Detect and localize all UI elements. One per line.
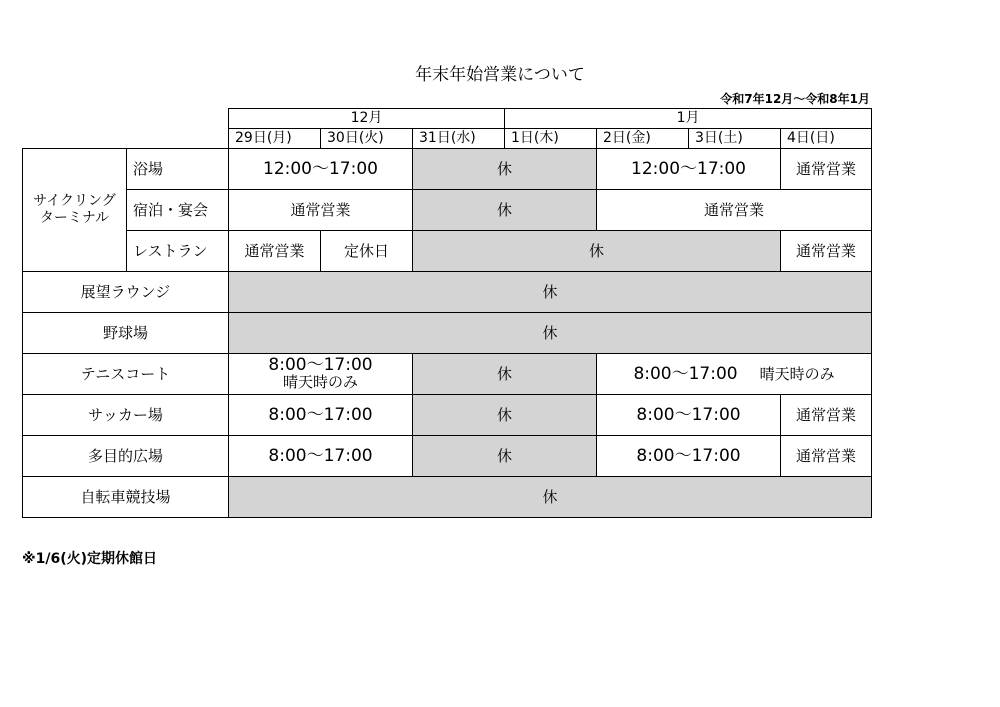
closing-day-note: ※1/6(火)定期休館日 [22, 551, 158, 567]
closed-cell: 休 [413, 354, 597, 395]
closed-cell: 休 [413, 190, 597, 231]
hours-cell [229, 354, 413, 395]
day-header: 4日(日) [781, 129, 872, 149]
facility-name: レストラン [127, 231, 229, 272]
closed-cell: 休 [413, 395, 597, 436]
facility-name: 展望ラウンジ [23, 272, 229, 313]
normal-cell: 通常営業 [229, 231, 321, 272]
day-header: 2日(金) [597, 129, 689, 149]
closed-cell: 休 [229, 272, 872, 313]
hours-text: 8:00～17:00 [633, 363, 738, 384]
day-header: 1日(木) [505, 129, 597, 149]
table-row-soccer [23, 395, 872, 436]
normal-cell: 通常営業 [781, 436, 872, 477]
table-row-velodrome [23, 477, 872, 518]
hours-cell: 8:00～17:00 [597, 436, 781, 477]
hours-cell: 8:00～17:00 [229, 395, 413, 436]
table-row-restaurant [23, 231, 872, 272]
fair-weather-note: 晴天時のみ [759, 364, 835, 383]
facility-name: サッカー場 [23, 395, 229, 436]
month-header-row [23, 109, 872, 129]
hours-cell: 8:00～17:00 [597, 395, 781, 436]
facility-name: 宿泊・宴会 [127, 190, 229, 231]
period-label: 令和7年12月～令和8年1月 [720, 92, 870, 106]
hours-cell [597, 354, 872, 395]
normal-cell: 通常営業 [781, 395, 872, 436]
normal-cell: 通常営業 [229, 190, 413, 231]
normal-cell: 通常営業 [597, 190, 872, 231]
table-row-bath [23, 149, 872, 190]
closed-cell: 休 [229, 313, 872, 354]
day-header-row [23, 129, 872, 149]
closed-cell: 休 [413, 436, 597, 477]
table-row-lounge [23, 272, 872, 313]
normal-cell: 通常営業 [781, 149, 872, 190]
table-row-baseball [23, 313, 872, 354]
facility-name: 自転車競技場 [23, 477, 229, 518]
day-header: 29日(月) [229, 129, 321, 149]
fair-weather-note: 晴天時のみ [282, 373, 358, 391]
table-row-multi [23, 436, 872, 477]
hours-cell: 8:00～17:00 [229, 436, 413, 477]
facility-name: 浴場 [127, 149, 229, 190]
facility-name: テニスコート [23, 354, 229, 395]
month-jan: 1月 [505, 109, 872, 129]
regular-holiday-cell: 定休日 [321, 231, 413, 272]
table-row-lodging [23, 190, 872, 231]
facility-name: 多目的広場 [23, 436, 229, 477]
month-dec: 12月 [229, 109, 505, 129]
schedule-table [22, 108, 872, 518]
table-row-tennis [23, 354, 872, 395]
hours-text: 8:00～17:00 [268, 355, 373, 375]
hours-cell: 12:00～17:00 [229, 149, 413, 190]
facility-name: 野球場 [23, 313, 229, 354]
normal-cell: 通常営業 [781, 231, 872, 272]
day-header: 31日(水) [413, 129, 505, 149]
closed-cell: 休 [413, 231, 781, 272]
hours-cell: 12:00～17:00 [597, 149, 781, 190]
cycling-terminal-label: サイクリング ターミナル [23, 149, 127, 272]
day-header: 3日(土) [689, 129, 781, 149]
page-title: 年末年始営業について [415, 65, 585, 85]
closed-cell: 休 [229, 477, 872, 518]
day-header: 30日(火) [321, 129, 413, 149]
closed-cell: 休 [413, 149, 597, 190]
